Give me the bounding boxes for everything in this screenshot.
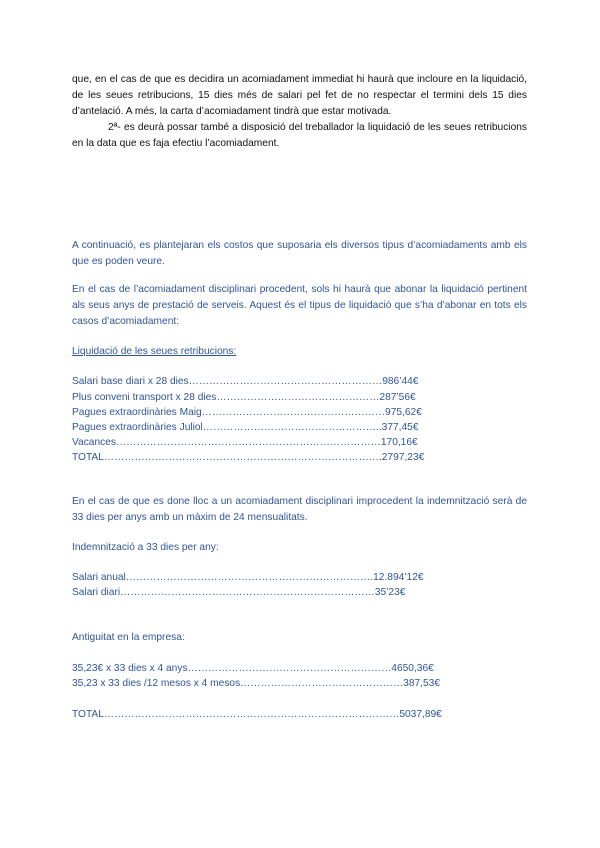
antiguitat-row-mesos: 35,23 x 33 dies /12 mesos x 4 mesos…………………………………………387,53€ <box>72 678 441 689</box>
liquidacio-row-vacances: Vacances……………………………………………………………………170,16€ <box>72 437 418 448</box>
liquidacio-row-plus-conveni: Plus conveni transport x 28 dies…………………………………………287’56€ <box>72 392 416 403</box>
improcedent-paragraph: En el cas de que es done lloc a un acomiadament disciplinari improcedent la indemnització serà de 33 dies per anys amb un màxim de 24 mensualitats. <box>72 496 527 523</box>
procedent-paragraph: En el cas de l’acomiadament disciplinari procedent, sols hi haurà que abonar la liquidació pertinent als seus anys de prestació de serveis. Aquest és el tipus de liquidació que s’ha d’abonar en tots els casos d’acomiadament: <box>72 284 527 327</box>
intro-paragraph: que, en el cas de que es decidira un acomiadament immediat hi haurà que incloure en la liquidació, de les seues retribucions, 15 dies més de salari pel fet de no respectar el termini dels 15 dies d’antelació. A més, la carta d’acomiadament tindrà que estar motivada. <box>72 74 527 117</box>
indemnitzacio-heading: Indemnització a 33 dies per any: <box>72 542 219 553</box>
liquidacio-row-pagues-maig: Pagues extraordinàries Maig………………………………………………975,62€ <box>72 407 422 418</box>
liquidacio-heading: Liquidació de les seues retribucions: <box>72 346 237 357</box>
continuation-paragraph: A continuació, es plantejaran els costos que suposaria els diversos tipus d’acomiadaments amb els que es poden veure. <box>72 240 527 267</box>
antiguitat-row-anys: 35,23€ x 33 dies x 4 anys……………………………………………………4650,36€ <box>72 663 434 674</box>
liquidacio-row-salari-base: Salari base diari x 28 dies…………………………………………………986’44€ <box>72 376 419 387</box>
total-final-row: TOTAL……………………………………………………………………………5037,89€ <box>72 709 442 720</box>
salari-anual-row: Salari anual……………………………………………………………….12.894’12€ <box>72 572 424 583</box>
liquidacio-row-total: TOTAL……………………………………………………………………….2797,23€ <box>72 452 425 463</box>
antiguitat-heading: Antiguitat en la empresa: <box>72 632 185 643</box>
salari-diari-row: Salari diari…………………………………………………………………35’23€ <box>72 587 406 598</box>
intro-text-block <box>72 72 527 152</box>
liquidacio-row-pagues-juliol: Pagues extraordinàries Juliol……………………………………………..377,45€ <box>72 422 419 433</box>
second-point: 2ª- es deurà possar també a disposició del treballador la liquidació de les seues retribucions en la data que es faja efectiu l’acomiadament. <box>72 122 527 149</box>
